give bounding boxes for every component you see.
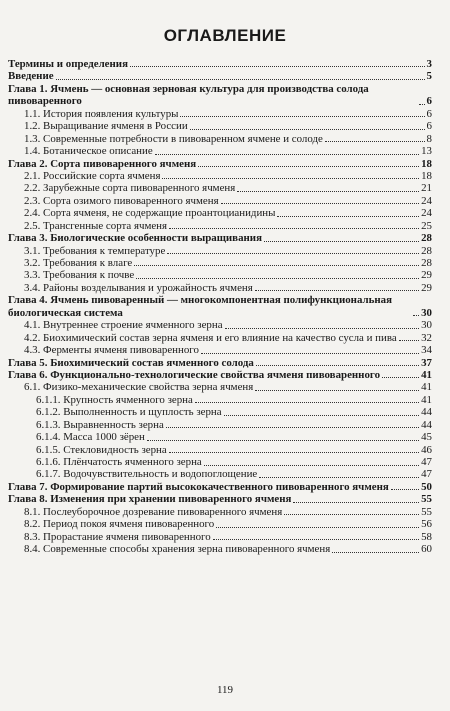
- toc-entry: [8, 381, 432, 393]
- toc-entry-page: 41: [421, 393, 432, 406]
- dot-leader: [198, 166, 419, 167]
- toc-entry-page: 58: [421, 530, 432, 543]
- toc-entry: [8, 481, 432, 493]
- dot-leader: [201, 353, 419, 354]
- toc-entry: [8, 531, 432, 543]
- toc-entry-page: 32: [421, 331, 432, 344]
- dot-leader: [237, 191, 419, 192]
- table-of-contents: [8, 58, 432, 556]
- toc-entry: [8, 493, 432, 505]
- toc-entry-title: 6.1.7. Водочувствительность и водопоглощение: [36, 468, 258, 481]
- toc-entry-title: 1.4. Ботаническое описание: [24, 145, 153, 158]
- toc-entry: [8, 245, 432, 257]
- dot-leader: [325, 141, 425, 142]
- toc-entry-page: 30: [421, 306, 432, 319]
- toc-entry-page: 55: [421, 505, 432, 518]
- toc-entry: [8, 357, 432, 369]
- toc-entry-title: 1.3. Современные потребности в пивоваренном ячмене и солоде: [24, 132, 323, 145]
- toc-entry-title: 1.1. История появления культуры: [24, 107, 179, 120]
- toc-entry-page: 29: [421, 269, 432, 282]
- toc-entry: [8, 332, 432, 344]
- toc-entry-title: Термины и определения: [8, 57, 128, 70]
- toc-entry-title: Глава 8. Изменения при хранении пивоваренного ячменя: [8, 493, 292, 506]
- toc-entry-page: 56: [421, 518, 432, 531]
- toc-entry-title: 1.2. Выращивание ячменя в России: [24, 120, 188, 133]
- toc-entry: [8, 70, 432, 82]
- toc-entry: [8, 406, 432, 418]
- toc-entry: [8, 269, 432, 281]
- toc-entry-title: 6.1.3. Выравненность зерна: [36, 418, 164, 431]
- toc-entry-title: 6.1.4. Масса 1000 зёрен: [36, 431, 145, 444]
- dot-leader: [284, 514, 419, 515]
- toc-entry-page: 18: [421, 157, 432, 170]
- dot-leader: [134, 265, 419, 266]
- toc-entry-page: 6: [426, 120, 432, 133]
- dot-leader: [419, 104, 425, 105]
- dot-leader: [264, 241, 419, 242]
- toc-entry-page: 30: [421, 319, 432, 332]
- toc-entry: [8, 220, 432, 232]
- dot-leader: [155, 154, 419, 155]
- dot-leader: [180, 116, 424, 117]
- dot-leader: [169, 452, 419, 453]
- toc-entry: [8, 518, 432, 530]
- toc-entry-page: 29: [421, 281, 432, 294]
- toc-entry-page: 5: [426, 70, 432, 83]
- toc-entry-page: 47: [421, 456, 432, 469]
- toc-entry-page: 44: [421, 418, 432, 431]
- toc-entry: [8, 83, 432, 108]
- toc-entry-title: 6.1.6. Плёнчатость ячменного зерна: [36, 456, 202, 469]
- toc-entry-page: 13: [421, 145, 432, 158]
- toc-entry: [8, 469, 432, 481]
- toc-entry-title: 6.1. Физико-механические свойства зерна ячменя: [24, 381, 254, 394]
- toc-entry: [8, 369, 432, 381]
- toc-entry-page: 45: [421, 431, 432, 444]
- toc-entry-page: 28: [421, 257, 432, 270]
- dot-leader: [190, 129, 425, 130]
- dot-leader: [204, 465, 419, 466]
- toc-entry-title: 4.1. Внутреннее строение ячменного зерна: [24, 319, 223, 332]
- toc-entry: [8, 294, 432, 319]
- toc-entry: [8, 158, 432, 170]
- toc-entry-title: Введение: [8, 70, 54, 83]
- toc-entry-page: 50: [421, 480, 432, 493]
- dot-leader: [130, 66, 425, 67]
- toc-entry: [8, 108, 432, 120]
- dot-leader: [213, 539, 419, 540]
- toc-entry: [8, 344, 432, 356]
- toc-entry-title: 2.2. Зарубежные сорта пивоваренного ячменя: [24, 182, 236, 195]
- toc-entry: [8, 257, 432, 269]
- toc-entry-page: 41: [421, 368, 432, 381]
- toc-entry-page: 60: [421, 543, 432, 556]
- toc-entry-title: 4.2. Биохимический состав зерна ячменя и его влияние на качество сусла и пива: [24, 331, 397, 344]
- toc-entry-page: 6: [426, 107, 432, 120]
- toc-entry-title: Глава 4. Ячмень пивоваренный — многокомпонентная полифункциональная биологическая система: [8, 294, 392, 319]
- toc-entry-page: 46: [421, 443, 432, 456]
- toc-entry-title: 8.4. Современные способы хранения зерна пивоваренного ячменя: [24, 543, 331, 556]
- toc-entry: [8, 394, 432, 406]
- dot-leader: [255, 390, 419, 391]
- toc-entry-title: Глава 5. Биохимический состав ячменного солода: [8, 356, 254, 369]
- toc-entry-title: 3.1. Требования к температуре: [24, 244, 166, 257]
- toc-entry-page: 3: [426, 57, 432, 70]
- toc-entry-page: 55: [421, 493, 432, 506]
- toc-entry-page: 24: [421, 207, 432, 220]
- toc-entry-title: 6.1.5. Стекловидность зерна: [36, 443, 167, 456]
- dot-leader: [167, 253, 419, 254]
- toc-entry-page: 44: [421, 406, 432, 419]
- toc-entry-page: 24: [421, 194, 432, 207]
- dot-leader: [216, 527, 419, 528]
- dot-leader: [136, 278, 419, 279]
- toc-entry-title: Глава 3. Биологические особенности выращивания: [8, 232, 262, 245]
- toc-entry-title: 4.3. Ферменты ячменя пивоваренного: [24, 344, 199, 357]
- toc-entry-page: 28: [421, 244, 432, 257]
- page-number: 119: [216, 684, 234, 696]
- toc-entry: [8, 419, 432, 431]
- toc-entry-title: 3.3. Требования к почве: [24, 269, 135, 282]
- toc-entry-page: 18: [421, 169, 432, 182]
- dot-leader: [225, 328, 420, 329]
- dot-leader: [259, 477, 419, 478]
- page-title: ОГЛАВЛЕНИЕ: [163, 26, 287, 45]
- toc-entry-page: 6: [426, 95, 432, 108]
- dot-leader: [147, 440, 419, 441]
- dot-leader: [255, 290, 419, 291]
- toc-entry-title: Глава 2. Сорта пивоваренного ячменя: [8, 157, 197, 170]
- toc-entry: [8, 506, 432, 518]
- toc-entry-page: 21: [421, 182, 432, 195]
- toc-entry-title: 6.1.1. Крупность ячменного зерна: [36, 393, 193, 406]
- toc-entry-title: Глава 7. Формирование партий высококачественного пивоваренного ячменя: [8, 480, 389, 493]
- toc-entry: [8, 431, 432, 443]
- toc-entry: [8, 170, 432, 182]
- dot-leader: [162, 178, 419, 179]
- toc-entry-page: 8: [426, 132, 432, 145]
- dot-leader: [413, 315, 419, 316]
- toc-entry: [8, 543, 432, 555]
- dot-leader: [399, 340, 419, 341]
- toc-entry-title: 8.2. Период покоя ячменя пивоваренного: [24, 518, 215, 531]
- toc-entry-page: 47: [421, 468, 432, 481]
- toc-entry-title: Глава 6. Функционально-технологические свойства ячменя пивоваренного: [8, 368, 381, 381]
- toc-entry: [8, 58, 432, 70]
- toc-entry-title: 6.1.2. Выполненность и щуплость зерна: [36, 406, 222, 419]
- dot-leader: [277, 216, 419, 217]
- toc-entry-title: 3.2. Требования к влаге: [24, 257, 133, 270]
- dot-leader: [382, 377, 419, 378]
- toc-entry: [8, 456, 432, 468]
- toc-entry-page: 25: [421, 219, 432, 232]
- toc-entry-title: 8.3. Прорастание ячменя пивоваренного: [24, 530, 211, 543]
- dot-leader: [224, 415, 420, 416]
- dot-leader: [56, 79, 425, 80]
- toc-entry: [8, 207, 432, 219]
- toc-entry-page: 37: [421, 356, 432, 369]
- dot-leader: [332, 552, 419, 553]
- toc-entry: [8, 145, 432, 157]
- toc-entry-page: 28: [421, 232, 432, 245]
- toc-entry: [8, 133, 432, 145]
- dot-leader: [169, 228, 419, 229]
- toc-entry: [8, 232, 432, 244]
- dot-leader: [221, 203, 420, 204]
- toc-entry-title: 2.1. Российские сорта ячменя: [24, 169, 161, 182]
- toc-entry-title: Глава 1. Ячмень — основная зерновая культура для производства солода пивоваренного: [8, 82, 369, 108]
- toc-entry: [8, 319, 432, 331]
- toc-entry-page: 41: [421, 381, 432, 394]
- dot-leader: [256, 365, 419, 366]
- toc-entry-title: 8.1. Послеуборочное дозревание пивоваренного ячменя: [24, 505, 283, 518]
- dot-leader: [293, 502, 419, 503]
- toc-entry: [8, 195, 432, 207]
- dot-leader: [166, 427, 419, 428]
- dot-leader: [391, 489, 419, 490]
- toc-entry-title: 2.3. Сорта озимого пивоваренного ячменя: [24, 194, 219, 207]
- dot-leader: [195, 402, 419, 403]
- toc-entry: [8, 120, 432, 132]
- toc-entry-page: 34: [421, 344, 432, 357]
- toc-entry: [8, 182, 432, 194]
- toc-entry-title: 2.5. Трансгенные сорта ячменя: [24, 219, 168, 232]
- toc-entry-title: 2.4. Сорта ячменя, не содержащие проантоцианидины: [24, 207, 276, 220]
- toc-entry-title: 3.4. Районы возделывания и урожайность ячменя: [24, 281, 253, 294]
- toc-entry: [8, 282, 432, 294]
- toc-entry: [8, 444, 432, 456]
